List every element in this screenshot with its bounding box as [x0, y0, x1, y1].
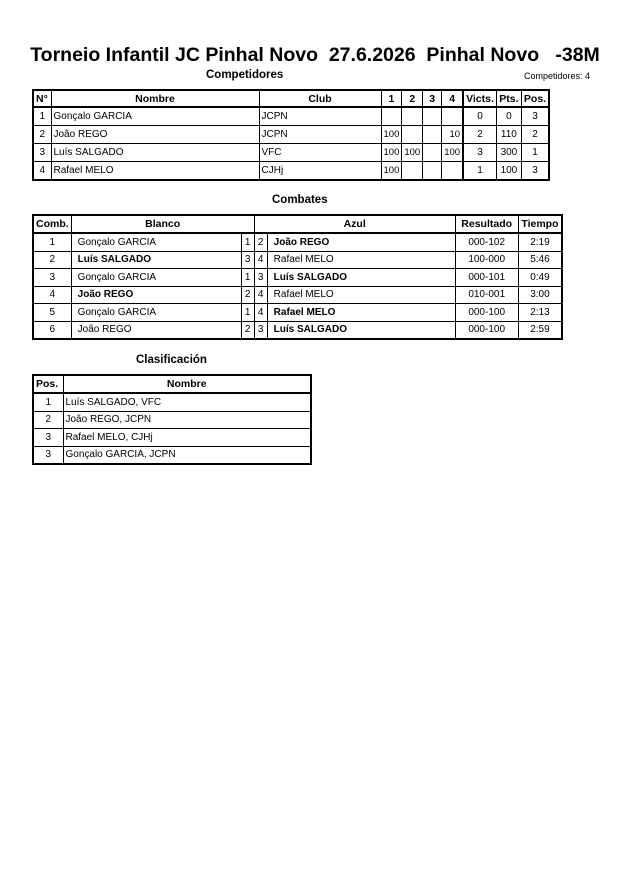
fight-blanco-number: 1	[241, 304, 254, 322]
ranking-pos: 1	[33, 393, 63, 411]
col-header-comb: Comb.	[33, 215, 71, 233]
col-header-pos: Pos.	[521, 90, 549, 107]
col-header-victs: Victs.	[463, 90, 496, 107]
ranking-row	[33, 411, 311, 429]
col-header-round-2: 2	[402, 90, 423, 107]
col-header-n: N°	[33, 90, 51, 107]
competitor-row	[33, 162, 549, 181]
fight-azul-number: 4	[254, 286, 267, 304]
fight-blanco: Gonçalo GARCIA	[71, 233, 241, 251]
competitor-round-4: 100	[442, 144, 463, 162]
clasificacion-table	[32, 374, 312, 465]
col-header-nombre: Nombre	[63, 375, 311, 393]
fight-blanco-number: 3	[241, 251, 254, 269]
competitor-round-3	[423, 107, 442, 126]
ranking-name: Gonçalo GARCIA, JCPN	[63, 446, 311, 464]
fight-blanco: Gonçalo GARCIA	[71, 304, 241, 322]
competitor-round-3	[423, 126, 442, 144]
competitor-pts: 110	[496, 126, 521, 144]
fight-number: 3	[33, 269, 71, 287]
competitors-header-row	[33, 90, 549, 107]
col-header-blanco: Blanco	[71, 215, 254, 233]
fight-blanco: João REGO	[71, 321, 241, 339]
competitor-victs: 2	[463, 126, 496, 144]
competitor-pos: 1	[521, 144, 549, 162]
fight-azul-number: 4	[254, 251, 267, 269]
col-header-round-4: 4	[442, 90, 463, 107]
fight-number: 4	[33, 286, 71, 304]
competitor-club: JCPN	[259, 107, 381, 126]
page-title: Torneio Infantil JC Pinhal Novo 27.6.2026 Pinhal Novo -38M	[30, 44, 600, 66]
clasificacion-header-row	[33, 375, 311, 393]
fight-number: 6	[33, 321, 71, 339]
competitor-number: 3	[33, 144, 51, 162]
fight-tiempo: 0:49	[518, 269, 562, 287]
competitor-pts: 100	[496, 162, 521, 181]
competitors-count: Competidores: 4	[524, 71, 591, 81]
competitor-round-1: 100	[381, 126, 402, 144]
fight-row	[33, 304, 562, 322]
competitor-name: João REGO	[51, 126, 259, 144]
fight-azul: Rafael MELO	[267, 251, 455, 269]
competitor-number: 2	[33, 126, 51, 144]
combates-table	[32, 214, 563, 340]
fight-blanco: Gonçalo GARCIA	[71, 269, 241, 287]
fight-azul-number: 3	[254, 269, 267, 287]
combates-heading: Combates	[272, 194, 328, 206]
competitor-round-2	[402, 126, 423, 144]
fight-azul: João REGO	[267, 233, 455, 251]
ranking-pos: 3	[33, 429, 63, 447]
clasificacion-heading: Clasificación	[136, 354, 207, 366]
competitor-victs: 0	[463, 107, 496, 126]
ranking-row	[33, 393, 311, 411]
fight-row	[33, 269, 562, 287]
fight-azul-number: 2	[254, 233, 267, 251]
competitor-number: 4	[33, 162, 51, 181]
fight-row	[33, 251, 562, 269]
fight-blanco-number: 2	[241, 321, 254, 339]
competitor-club: JCPN	[259, 126, 381, 144]
competitor-pos: 2	[521, 126, 549, 144]
ranking-name: Luís SALGADO, VFC	[63, 393, 311, 411]
competitor-number: 1	[33, 107, 51, 126]
competitor-name: Gonçalo GARCIA	[51, 107, 259, 126]
fight-blanco-number: 1	[241, 233, 254, 251]
fight-number: 5	[33, 304, 71, 322]
fight-azul: Luís SALGADO	[267, 269, 455, 287]
fight-resultado: 000-100	[455, 304, 518, 322]
ranking-pos: 3	[33, 446, 63, 464]
competitor-name: Rafael MELO	[51, 162, 259, 181]
competitor-pts: 0	[496, 107, 521, 126]
col-header-tiempo: Tiempo	[518, 215, 562, 233]
col-header-round-3: 3	[423, 90, 442, 107]
ranking-name: Rafael MELO, CJHj	[63, 429, 311, 447]
fight-resultado: 000-101	[455, 269, 518, 287]
competitor-round-3	[423, 144, 442, 162]
fight-blanco-number: 2	[241, 286, 254, 304]
fight-resultado: 000-100	[455, 321, 518, 339]
col-header-round-1: 1	[381, 90, 402, 107]
competitor-pos: 3	[521, 107, 549, 126]
competitor-victs: 3	[463, 144, 496, 162]
fight-row	[33, 233, 562, 251]
fight-azul: Rafael MELO	[267, 286, 455, 304]
fight-row	[33, 321, 562, 339]
col-header-nombre: Nombre	[51, 90, 259, 107]
fight-azul-number: 3	[254, 321, 267, 339]
competitor-round-4: 10	[442, 126, 463, 144]
fight-number: 1	[33, 233, 71, 251]
ranking-row	[33, 446, 311, 464]
fight-blanco-number: 1	[241, 269, 254, 287]
ranking-row	[33, 429, 311, 447]
fight-row	[33, 286, 562, 304]
competitor-round-1	[381, 107, 402, 126]
competitor-club: CJHj	[259, 162, 381, 181]
fight-azul: Rafael MELO	[267, 304, 455, 322]
col-header-pos: Pos.	[33, 375, 63, 393]
fight-tiempo: 5:46	[518, 251, 562, 269]
fight-tiempo: 3:00	[518, 286, 562, 304]
competitor-round-1: 100	[381, 144, 402, 162]
fight-blanco: João REGO	[71, 286, 241, 304]
fight-blanco: Luís SALGADO	[71, 251, 241, 269]
fight-resultado: 000-102	[455, 233, 518, 251]
ranking-name: João REGO, JCPN	[63, 411, 311, 429]
col-header-resultado: Resultado	[455, 215, 518, 233]
competitor-pos: 3	[521, 162, 549, 181]
competitor-round-1: 100	[381, 162, 402, 181]
fight-number: 2	[33, 251, 71, 269]
fight-tiempo: 2:19	[518, 233, 562, 251]
col-header-pts: Pts.	[496, 90, 521, 107]
competitor-row	[33, 144, 549, 162]
fight-azul-number: 4	[254, 304, 267, 322]
col-header-club: Club	[259, 90, 381, 107]
competitor-row	[33, 107, 549, 126]
competitor-round-4	[442, 162, 463, 181]
combates-header-row	[33, 215, 562, 233]
competitor-row	[33, 126, 549, 144]
competitor-round-2	[402, 107, 423, 126]
competitor-round-3	[423, 162, 442, 181]
competitor-round-2: 100	[402, 144, 423, 162]
fight-azul: Luís SALGADO	[267, 321, 455, 339]
competitors-table	[32, 89, 550, 181]
fight-tiempo: 2:59	[518, 321, 562, 339]
competitor-round-4	[442, 107, 463, 126]
competitor-round-2	[402, 162, 423, 181]
competitor-club: VFC	[259, 144, 381, 162]
competitors-heading: Competidores	[206, 69, 284, 81]
col-header-azul: Azul	[254, 215, 455, 233]
competitor-name: Luís SALGADO	[51, 144, 259, 162]
fight-tiempo: 2:13	[518, 304, 562, 322]
competitor-victs: 1	[463, 162, 496, 181]
fight-resultado: 010-001	[455, 286, 518, 304]
ranking-pos: 2	[33, 411, 63, 429]
competitor-pts: 300	[496, 144, 521, 162]
fight-resultado: 100-000	[455, 251, 518, 269]
